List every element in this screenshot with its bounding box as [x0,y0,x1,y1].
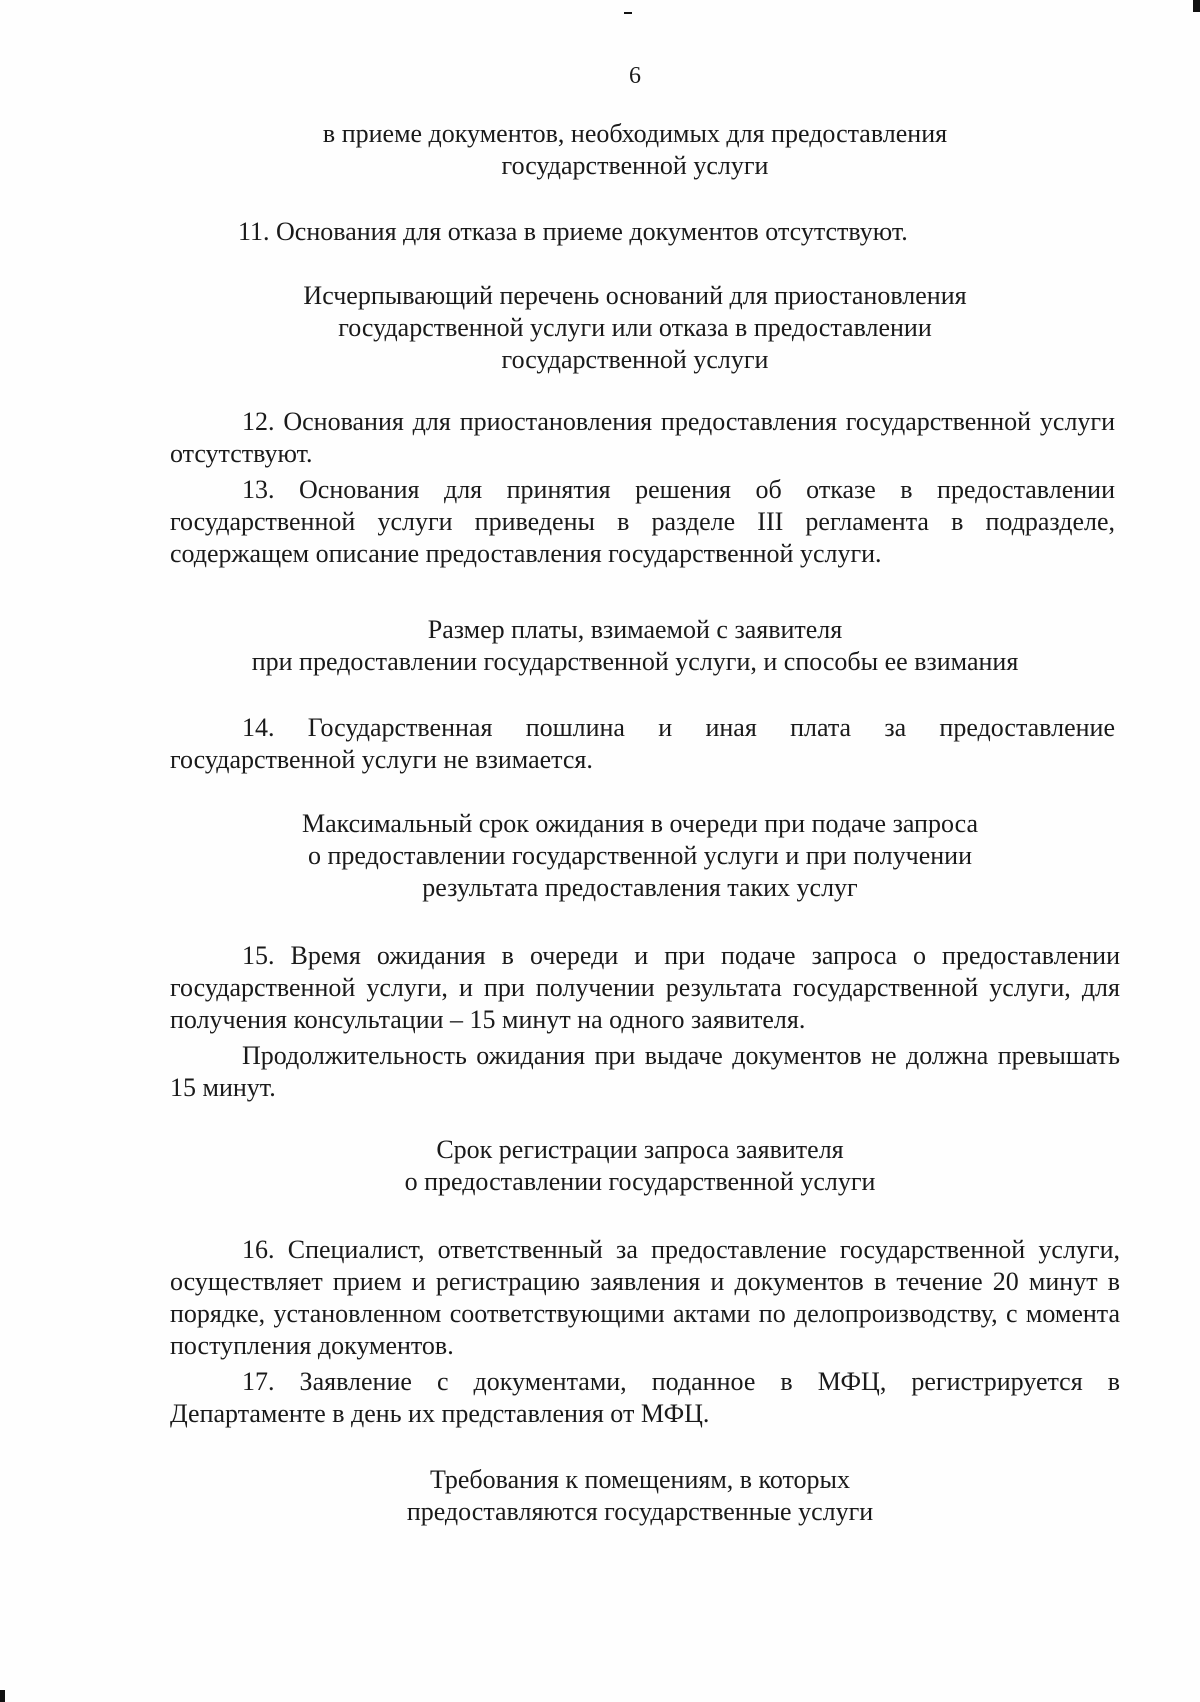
page-number: 6 [629,63,641,89]
heading-line: в приеме документов, необходимых для предоставления [322,119,948,148]
section-heading [240,808,1040,904]
heading-line: Размер платы, взимаемой с заявителя [427,615,843,644]
heading-line: государственной услуги или отказа в предоставлении [338,313,932,342]
heading-line: Требования к помещениям, в которых [430,1465,850,1494]
paragraph-item-12: 12. Основания для приостановления предоставления государственной услуги отсутствуют. [170,407,1115,468]
heading-line: государственной услуги [501,151,769,180]
paragraph-item-15: 15. Время ожидания в очереди и при подаче запроса о предоставлении государственной услуги, и при получении результата государственной услуги, для получения консультации – 15 минут на одного заявителя. [170,941,1120,1034]
section-heading [340,1134,940,1198]
heading-line: Исчерпывающий перечень оснований для приостановления [303,281,967,310]
heading-line: о предоставлении государственной услуги и при получении [308,841,972,870]
paragraph-item-15-continued: Продолжительность ожидания при выдаче документов не должна превышать 15 минут. [170,1041,1120,1102]
paragraph-item-13: 13. Основания для принятия решения об отказе в предоставлении государственной услуги приведены в разделе III регламента в подразделе, содержащем описание предоставления государственной услуги. [170,475,1115,568]
heading-line: Максимальный срок ожидания в очереди при подаче запроса [301,809,979,838]
section-heading [250,280,1020,376]
paragraph-item-17: 17. Заявление с документами, поданное в МФЦ, регистрируется в Департаменте в день их представления от МФЦ. [170,1367,1120,1428]
paragraph-item-16: 16. Специалист, ответственный за предоставление государственной услуги, осуществляет прием и регистрацию заявления и документов в течение 20 минут в порядке, установленном соответствующими актами по делопроизводству, с момента поступления документов. [170,1235,1120,1360]
heading-line: предоставляются государственные услуги [406,1497,874,1526]
heading-line: государственной услуги [501,345,769,374]
scan-mark [624,12,632,14]
scan-mark [0,1690,5,1702]
paragraph-item-11: 11. Основания для отказа в приеме документов отсутствуют. [238,217,908,246]
section-heading [250,118,1020,182]
heading-line: о предоставлении государственной услуги [404,1167,876,1196]
section-heading [340,1464,940,1528]
heading-line: при предоставлении государственной услуги, и способы ее взимания [251,647,1019,676]
scan-mark [1193,0,1200,12]
paragraph-item-14: 14. Государственная пошлина и иная плата за предоставление государственной услуги не взимается. [170,713,1115,774]
section-heading [200,614,1070,678]
heading-line: результата предоставления таких услуг [422,873,858,902]
heading-line: Срок регистрации запроса заявителя [436,1135,844,1164]
